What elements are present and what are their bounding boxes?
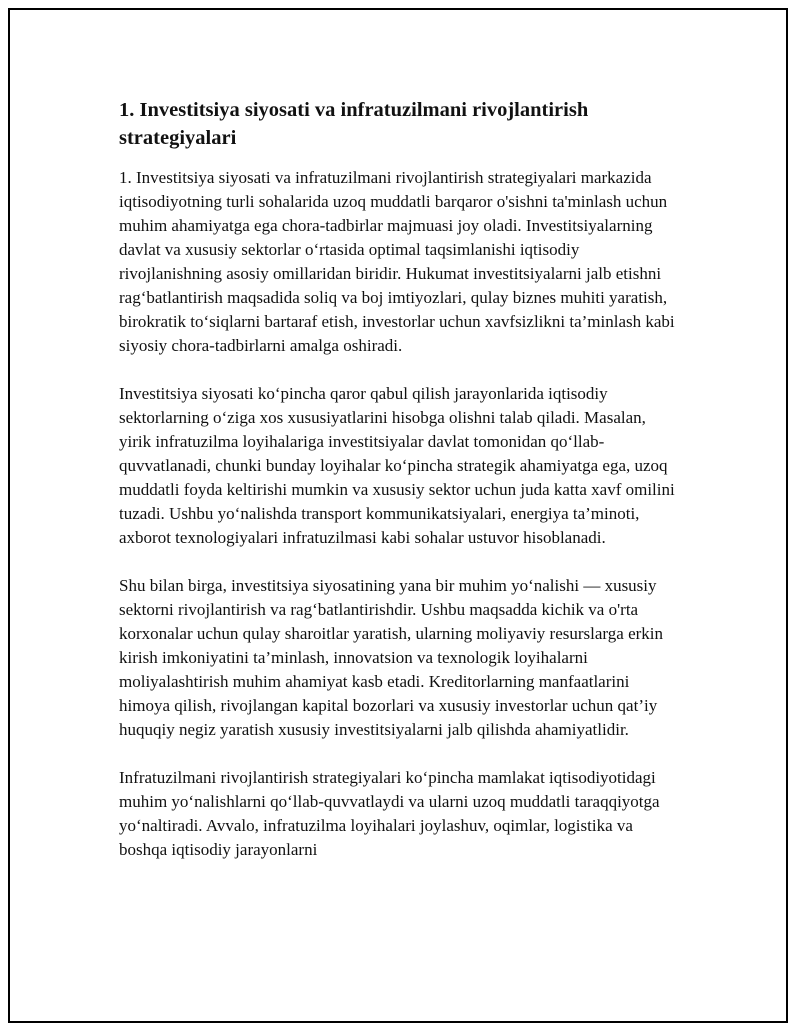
paragraph-2: Investitsiya siyosati ko‘pincha qaror qabul qilish jarayonlarida iqtisodiy sektorlarning o‘ziga xos xususiyatlarini hisobga olishni talab qiladi. Masalan, yirik infratuzilma loyihalariga investitsiyalar davlat tomonidan qo‘llab-quvvatlanadi, chunki bunday loyihalar ko‘pincha strategik ahamiyatga ega, uzoq muddatli foyda keltirishi mumkin va xususiy sektor uchun juda katta xavf omilini tuzadi. Ushbu yo‘nalishda transport kommunikatsiyalari, energiya ta’minoti, axborot texnologiyalari infratuzilmasi kabi sohalar ustuvor hisoblanadi. [119,384,675,547]
paragraph-3: Shu bilan birga, investitsiya siyosatining yana bir muhim yo‘nalishi — xususiy sektorni rivojlantirish va rag‘batlantirishdir. Ushbu maqsadda kichik va o'rta korxonalar uchun qulay sharoitlar yaratish, ularning moliyaviy resurslarga erkin kirish imkoniyatini ta’minlash, innovatsion va texnologik loyihalarni moliyalashtirish muhim ahamiyat kasb etadi. Kreditorlarning manfaatlarini himoya qilish, rivojlangan kapital bozorlari va xususiy investorlar uchun qat’iy huquqiy negiz yaratish xususiy investitsiyalarni jalb qilishda ahamiyatlidir. [119,576,663,739]
document-title: 1. Investitsiya siyosati va infratuzilmani rivojlantirish strategiyalari [119,99,589,149]
document-body [119,96,679,862]
paragraph-1: 1. Investitsiya siyosati va infratuzilmani rivojlantirish strategiyalari markazida iqtisodiyotning turli sohalarida uzoq muddatli barqaror o'sishni ta'minlash uchun muhim ahamiyatga ega chora-tadbirlar majmuasi joy oladi. Investitsiyalarning davlat va xususiy sektorlar o‘rtasida optimal taqsimlanishi iqtisodiy rivojlanishning asosiy omillaridan biridir. Hukumat investitsiyalarni jalb etishni rag‘batlantirish maqsadida soliq va boj imtiyozlari, qulay biznes muhiti yaratish, birokratik to‘siqlarni bartaraf etish, investorlar uchun xavfsizlikni ta’minlash kabi siyosiy chora-tadbirlarni amalga oshiradi. [119,168,675,355]
paragraph-4: Infratuzilmani rivojlantirish strategiyalari ko‘pincha mamlakat iqtisodiyotidagi muhim yo‘nalishlarni qo‘llab-quvvatlaydi va ularni uzoq muddatli taraqqiyotga yo‘naltiradi. Avvalo, infratuzilma loyihalari joylashuv, oqimlar, logistika va boshqa iqtisodiy jarayonlarni [119,768,660,859]
page-frame [8,8,788,1023]
